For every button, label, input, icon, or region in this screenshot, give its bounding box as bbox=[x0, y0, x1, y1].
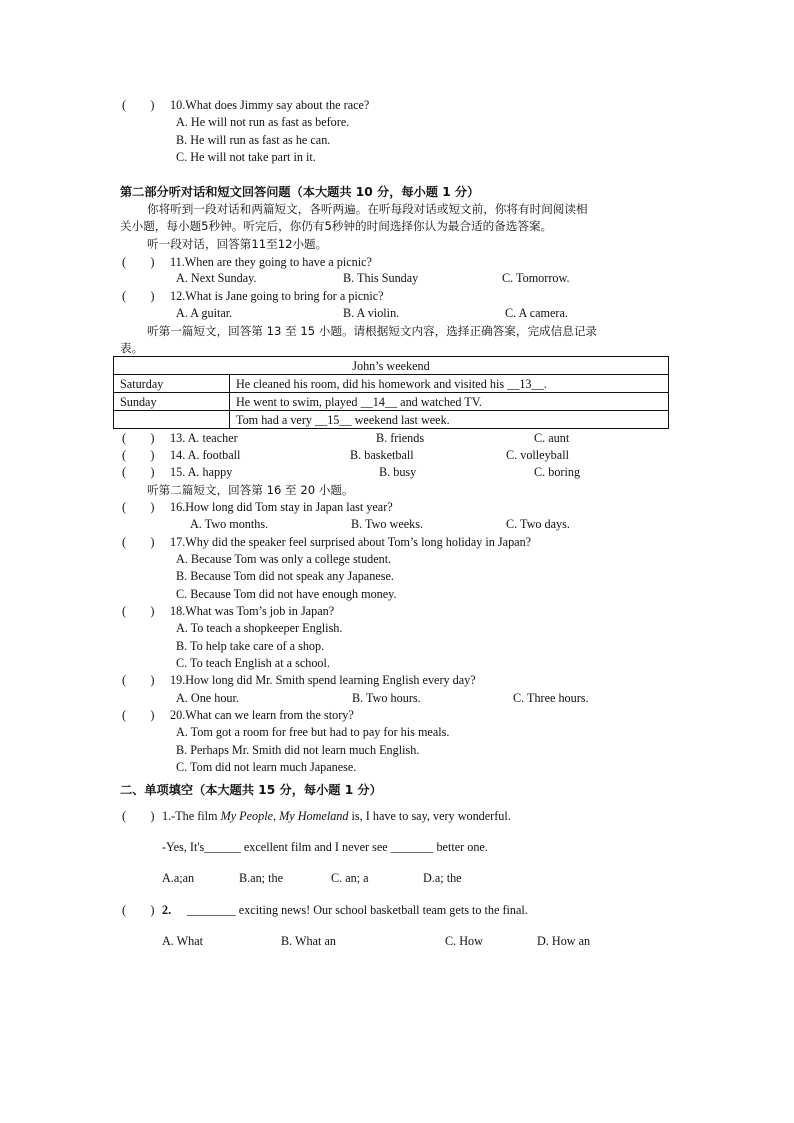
s2-q2-stem: ________ exciting news! Our school basketball team gets to the final. bbox=[187, 903, 528, 917]
q18-option-b: B. To help take care of a shop. bbox=[176, 639, 325, 653]
q17-option-a: A. Because Tom was only a college student. bbox=[176, 552, 392, 566]
q16-stem: 16.How long did Tom stay in Japan last year? bbox=[170, 500, 393, 514]
q18-option-a: A. To teach a shopkeeper English. bbox=[176, 621, 343, 635]
q17-option-b: B. Because Tom did not speak any Japanese. bbox=[176, 569, 394, 583]
q16-option-b: B. Two weeks. bbox=[351, 517, 424, 531]
s2-q1-bracket: ( ) bbox=[122, 809, 155, 823]
s2-q1-option-d: D.a; the bbox=[423, 871, 462, 885]
q12-bracket: ( ) bbox=[122, 289, 155, 303]
q11-option-a: A. Next Sunday. bbox=[176, 271, 257, 285]
table-row-summary bbox=[114, 411, 669, 429]
q13-option-b: B. friends bbox=[376, 431, 425, 445]
q14-option-a: 14. A. football bbox=[170, 448, 241, 462]
q18-bracket: ( ) bbox=[122, 604, 155, 618]
q19-option-a: A. One hour. bbox=[176, 691, 239, 705]
q20-option-b: B. Perhaps Mr. Smith did not learn much English. bbox=[176, 743, 420, 757]
s2-q1-option-b: B.an; the bbox=[239, 871, 284, 885]
q11-option-c: C. Tomorrow. bbox=[502, 271, 570, 285]
film-title: My People, My Homeland bbox=[220, 809, 349, 823]
dialog-note: 听一段对话，回答第11至12小题。 bbox=[147, 237, 328, 251]
q12-option-b: B. A violin. bbox=[343, 306, 400, 320]
q16-bracket: ( ) bbox=[122, 500, 155, 514]
q11-stem: 11.When are they going to have a picnic? bbox=[170, 255, 372, 269]
table-caption: John’s weekend bbox=[114, 357, 669, 375]
q17-bracket: ( ) bbox=[122, 535, 155, 549]
table-cell-info: He went to swim, played __14__ and watched TV. bbox=[230, 393, 669, 411]
q20-option-a: A. Tom got a room for free but had to pay for his meals. bbox=[176, 725, 450, 739]
s2-q2-option-a: A. What bbox=[162, 934, 204, 948]
q19-option-c: C. Three hours. bbox=[513, 691, 589, 705]
q16-option-c: C. Two days. bbox=[506, 517, 570, 531]
q11-option-b: B. This Sunday bbox=[343, 271, 419, 285]
johns-weekend-table bbox=[113, 356, 669, 429]
q13-bracket: ( ) bbox=[122, 431, 155, 445]
q10-stem: 10.What does Jimmy say about the race? bbox=[170, 98, 370, 112]
table-cell-info: Tom had a very __15__ weekend last week. bbox=[230, 411, 669, 429]
q19-stem: 19.How long did Mr. Smith spend learning English every day? bbox=[170, 673, 476, 687]
passage1-note-line1: 听第一篇短文，回答第 13 至 15 小题。请根据短文内容，选择正确答案，完成信息记录 bbox=[147, 324, 598, 338]
q18-option-c: C. To teach English at a school. bbox=[176, 656, 330, 670]
section2-heading: 二、单项填空（本大题共 15 分，每小题 1 分） bbox=[120, 783, 382, 797]
s2-q2-bracket: ( ) bbox=[122, 903, 155, 917]
q19-option-b: B. Two hours. bbox=[352, 691, 421, 705]
blank-14: __14__ bbox=[360, 394, 398, 409]
s2-q1-line2: -Yes, It's______ excellent film and I never see _______ better one. bbox=[162, 840, 488, 854]
s2-q2-number: 2. bbox=[162, 903, 172, 917]
q15-option-c: C. boring bbox=[534, 465, 581, 479]
q19-bracket: ( ) bbox=[122, 673, 155, 687]
table-cell-label: Sunday bbox=[114, 393, 230, 411]
blank-13: __13__ bbox=[507, 376, 544, 391]
table-row-saturday bbox=[114, 375, 669, 393]
q13-option-c: C. aunt bbox=[534, 431, 570, 445]
passage1-note-line2: 表。 bbox=[120, 341, 144, 355]
blank-15: __15__ bbox=[315, 412, 352, 427]
table-cell-label bbox=[114, 411, 230, 429]
q10-option-c: C. He will not take part in it. bbox=[176, 150, 316, 164]
s2-q2-option-b: B. What an bbox=[281, 934, 336, 948]
table-row-sunday bbox=[114, 393, 669, 411]
q13-option-a: 13. A. teacher bbox=[170, 431, 238, 445]
q10-option-a: A. He will not run as fast as before. bbox=[176, 115, 350, 129]
s2-q2-option-d: D. How an bbox=[537, 934, 591, 948]
q12-option-a: A. A guitar. bbox=[176, 306, 233, 320]
q10-option-b: B. He will run as fast as he can. bbox=[176, 133, 331, 147]
part2-heading: 第二部分听对话和短文回答问题（本大题共 10 分，每小题 1 分） bbox=[120, 185, 480, 199]
q17-option-c: C. Because Tom did not have enough money. bbox=[176, 587, 397, 601]
q15-option-a: 15. A. happy bbox=[170, 465, 233, 479]
s2-q1-option-c: C. an; a bbox=[331, 871, 369, 885]
q17-stem: 17.Why did the speaker feel surprised about Tom’s long holiday in Japan? bbox=[170, 535, 532, 549]
q12-option-c: C. A camera. bbox=[505, 306, 568, 320]
q20-stem: 20.What can we learn from the story? bbox=[170, 708, 354, 722]
q20-bracket: ( ) bbox=[122, 708, 155, 722]
q14-option-c: C. volleyball bbox=[506, 448, 569, 462]
q15-bracket: ( ) bbox=[122, 465, 155, 479]
passage2-note: 听第二篇短文，回答第 16 至 20 小题。 bbox=[147, 483, 354, 497]
q11-bracket: ( ) bbox=[122, 255, 155, 269]
q12-stem: 12.What is Jane going to bring for a picnic? bbox=[170, 289, 384, 303]
q10-bracket: ( ) bbox=[122, 98, 155, 112]
q16-option-a: A. Two months. bbox=[190, 517, 269, 531]
s2-q2-option-c: C. How bbox=[445, 934, 483, 948]
part2-intro-line1: 你将听到一段对话和两篇短文，各听两遍。在听每段对话或短文前，你将有时间阅读相 bbox=[147, 202, 588, 216]
q15-option-b: B. busy bbox=[379, 465, 417, 479]
q14-option-b: B. basketball bbox=[350, 448, 414, 462]
table-cell-info: He cleaned his room, did his homework and visited his __13__. bbox=[230, 375, 669, 393]
s2-q1-option-a: A.a;an bbox=[162, 871, 195, 885]
s2-q1-stem: 1.-The film My People, My Homeland is, I have to say, very wonderful. bbox=[162, 809, 511, 823]
q20-option-c: C. Tom did not learn much Japanese. bbox=[176, 760, 357, 774]
table-cell-label: Saturday bbox=[114, 375, 230, 393]
part2-intro-line2: 关小题，每小题5秒钟。听完后，你仍有5秒钟的时间选择你认为最合适的备选答案。 bbox=[120, 219, 553, 233]
q14-bracket: ( ) bbox=[122, 448, 155, 462]
q18-stem: 18.What was Tom’s job in Japan? bbox=[170, 604, 335, 618]
